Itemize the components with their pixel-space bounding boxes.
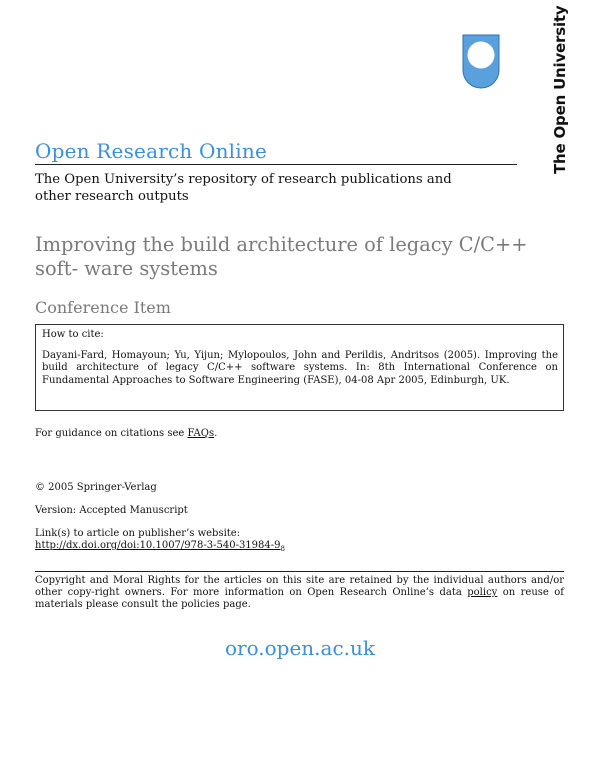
policy-link[interactable]: policy <box>467 587 498 599</box>
citation-guidance <box>35 428 217 439</box>
header-divider <box>35 164 517 165</box>
publisher-links-label: Link(s) to article on publisher’s website: <box>35 528 241 539</box>
guidance-prefix: For guidance on citations see <box>35 428 188 439</box>
logo-label: The Open University <box>551 5 569 174</box>
rights-divider <box>35 571 564 572</box>
repository-name: Open Research Online <box>35 139 267 163</box>
rights-statement <box>35 575 564 612</box>
rights-text-after: on reuse of materials please consult the policies page. <box>35 587 564 611</box>
doi-subscript: 8 <box>280 545 285 553</box>
doi-link[interactable] <box>35 540 285 553</box>
item-type: Conference Item <box>35 298 171 317</box>
rights-text-before: Copyright and Moral Rights for the articles on this site are retained by the individual authors and/or other copy-right owners. For more information on Open Research Online’s data <box>35 575 564 599</box>
open-university-logo-text <box>543 5 583 180</box>
repository-subtitle: The Open University’s repository of research publications and other research outputs <box>35 172 452 204</box>
open-university-shield-icon <box>462 34 500 90</box>
paper-title: Improving the build architecture of legacy C/C++ soft- ware systems <box>35 233 528 280</box>
citation-label: How to cite: <box>42 329 104 340</box>
citation-text: Dayani-Fard, Homayoun; Yu, Yijun; Mylopoulos, John and Perildis, Andritsos (2005). Improving the build architecture of legacy C/C++ software systems. In: 8th International Conference on Fundamental Approaches to Software Engineering (FASE), 04-08 Apr 2005, Edinburgh, UK. <box>42 350 558 386</box>
faqs-link[interactable]: FAQs <box>187 428 215 439</box>
footer-site-link[interactable]: oro.open.ac.uk <box>224 636 376 660</box>
doi-url: http://dx.doi.org/doi:10.1007/978-3-540-31984-9 <box>35 540 281 551</box>
guidance-suffix: . <box>214 428 218 439</box>
copyright-notice: © 2005 Springer-Verlag <box>35 482 157 493</box>
version-info: Version: Accepted Manuscript <box>35 505 188 516</box>
